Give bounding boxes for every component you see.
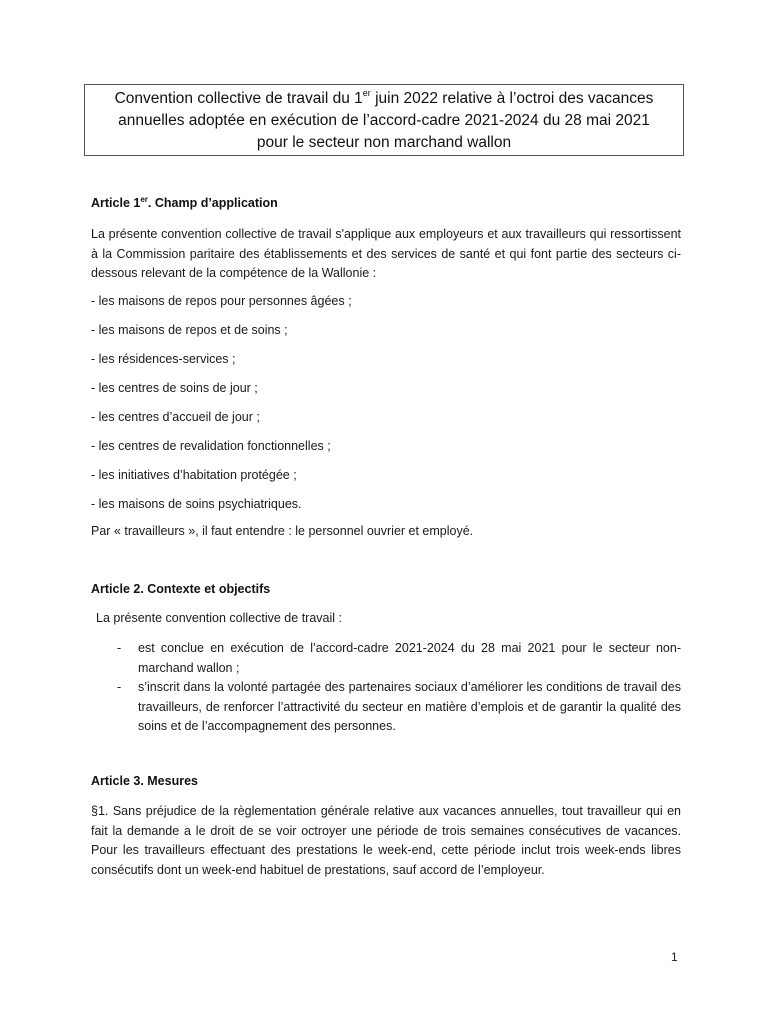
- page-number: 1: [671, 950, 678, 964]
- article-2-bullet: [91, 678, 681, 737]
- article-2-bullet: [91, 639, 681, 678]
- article-2-intro: La présente convention collective de travail :: [96, 611, 342, 625]
- list-item: - les centres d’accueil de jour ;: [91, 410, 260, 424]
- article-1-intro: La présente convention collective de travail s'applique aux employeurs et aux travailleurs qui ressortissent à la Commission paritaire des établissements et des services de santé et qui font partie des secteurs ci-dessous relevant de la compétence de la Wallonie :: [91, 227, 681, 280]
- article-3-heading: Article 3. Mesures: [91, 774, 198, 788]
- list-item: - les maisons de repos et de soins ;: [91, 323, 288, 337]
- document-title-box: [84, 84, 684, 156]
- article-1-heading: Article 1er. Champ d’application: [91, 194, 278, 210]
- article-2-heading: Article 2. Contexte et objectifs: [91, 582, 271, 596]
- article-1-definition: Par « travailleurs », il faut entendre : le personnel ouvrier et employé.: [91, 524, 474, 538]
- title-line-3: pour le secteur non marchand wallon: [256, 134, 512, 151]
- bullet-text: est conclue en exécution de l’accord-cadre 2021-2024 du 28 mai 2021 pour le secteur non-marchand wallon ;: [138, 641, 681, 675]
- list-item: - les centres de revalidation fonctionnelles ;: [91, 439, 331, 453]
- bullet-dash: -: [117, 641, 122, 655]
- bullet-dash: -: [117, 680, 122, 694]
- list-item: - les maisons de repos pour personnes âgées ;: [91, 294, 352, 308]
- article-3-paragraph-1: §1. Sans préjudice de la règlementation générale relative aux vacances annuelles, tout travailleur qui en fait la demande a le droit de se voir octroyer une période de trois semaines consécutives de vacances. Pour les travailleurs effectuant des prestations le week-end, cette période inclut trois week-ends libres consécutifs dont un week-end habituel de prestations, sauf accord de l’employeur.: [91, 804, 681, 877]
- list-item: - les centres de soins de jour ;: [91, 381, 258, 395]
- list-item: - les résidences-services ;: [91, 352, 236, 366]
- bullet-text: s’inscrit dans la volonté partagée des partenaires sociaux d’améliorer les conditions de travail des travailleurs, de renforcer l’attractivité du secteur en matière d’emplois et de garantir la qualité des soins et de l’accompagnement des personnes.: [138, 680, 681, 733]
- title-line-2: annuelles adoptée en exécution de l’accord-cadre 2021-2024 du 28 mai 2021: [118, 112, 650, 129]
- list-item: - les maisons de soins psychiatriques.: [91, 497, 302, 511]
- list-item: - les initiatives d’habitation protégée ;: [91, 468, 297, 482]
- title-line-1: Convention collective de travail du 1er juin 2022 relative à l’octroi des vacances: [114, 87, 654, 107]
